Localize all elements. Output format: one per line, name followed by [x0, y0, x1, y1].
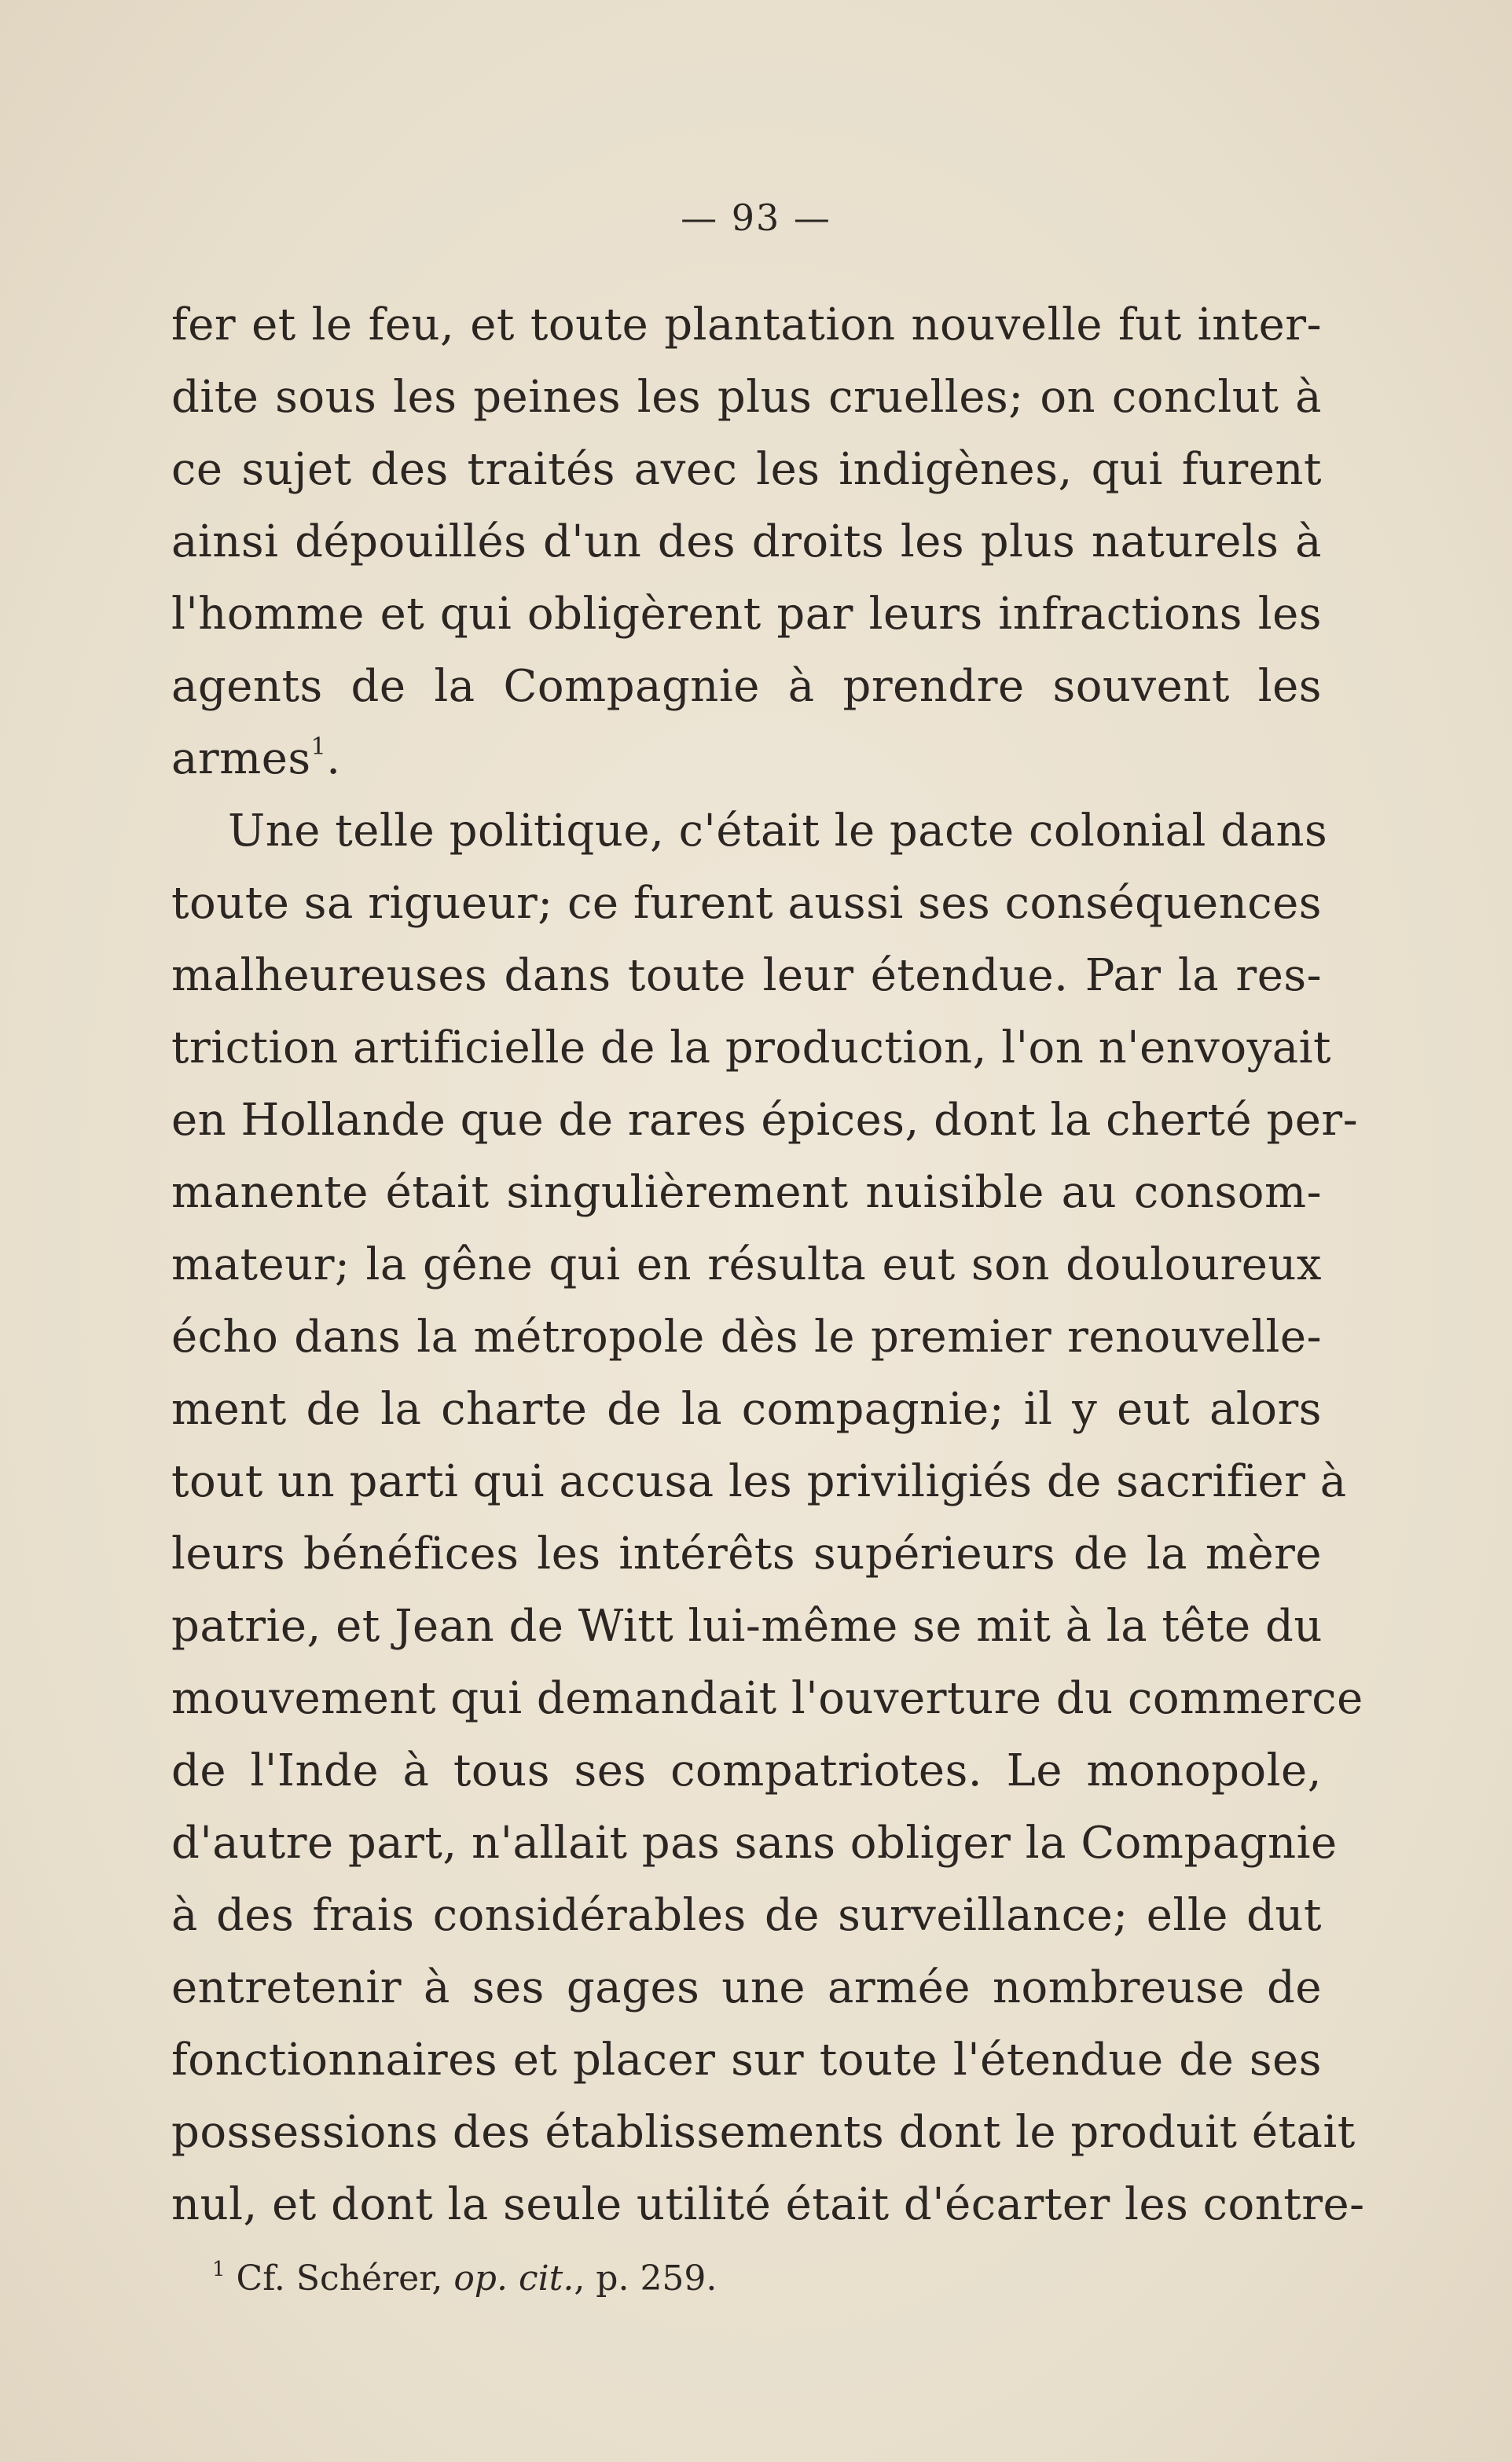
footnote-marker: 1	[212, 2258, 226, 2281]
footnote	[212, 2255, 717, 2302]
text-line: dite sous les peines les plus cruelles; on conclut à	[171, 372, 1322, 423]
text-line: écho dans la métropole dès le premier renouvelle-	[171, 1312, 1322, 1363]
text-line: l'homme et qui obligèrent par leurs infractions les	[171, 589, 1322, 640]
text-line: mateur; la gêne qui en résulta eut son douloureux	[171, 1239, 1322, 1290]
text-line: à des frais considérables de surveillance; elle dut	[171, 1890, 1322, 1941]
text-line: agents de la Compagnie à prendre souvent les	[171, 661, 1322, 712]
text-fragment: armes	[171, 733, 311, 784]
footnote-reference: 1	[310, 733, 327, 761]
text-line: ment de la charte de la compagnie; il y eut alors	[171, 1384, 1322, 1435]
text-line: toute sa rigueur; ce furent aussi ses conséquences	[171, 878, 1322, 929]
text-line: ainsi dépouillés d'un des droits les plus naturels à	[171, 516, 1322, 567]
text-line: en Hollande que de rares épices, dont la cherté per-	[171, 1095, 1359, 1146]
text-line: mouvement qui demandait l'ouverture du commerce	[171, 1673, 1363, 1724]
text-line: tout un parti qui accusa les priviligiés de sacrifier à	[171, 1456, 1347, 1507]
text-line: malheureuses dans toute leur étendue. Par la res-	[171, 950, 1322, 1001]
text-line: ce sujet des traités avec les indigènes, qui furent	[171, 444, 1322, 495]
text-line: nul, et dont la seule utilité était d'écarter les contre-	[171, 2179, 1365, 2230]
text-line: patrie, et Jean de Witt lui-même se mit à la tête du	[171, 1601, 1323, 1652]
text-line: de l'Inde à tous ses compatriotes. Le monopole,	[171, 1745, 1322, 1796]
footnote-text: Cf. Schérer,	[236, 2258, 454, 2299]
footnote-citation: op. cit.	[453, 2258, 574, 2299]
text-fragment: .	[326, 733, 341, 784]
text-line: triction artificielle de la production, l'on n'envoyait	[171, 1022, 1332, 1073]
paragraph-first-line: Une telle politique, c'était le pacte colonial dans	[228, 805, 1328, 857]
page-number: — 93 —	[681, 196, 831, 239]
text-line: entretenir à ses gages une armée nombreuse de	[171, 1962, 1322, 2013]
text-line: d'autre part, n'allait pas sans obliger la Compagnie	[171, 1818, 1338, 1869]
text-line: manente était singulièrement nuisible au consom-	[171, 1167, 1322, 1218]
footnote-text: , p. 259.	[574, 2258, 717, 2299]
text-line: leurs bénéfices les intérêts supérieurs de la mère	[171, 1528, 1322, 1580]
text-line: fer et le feu, et toute plantation nouvelle fut inter-	[171, 299, 1322, 350]
text-line: possessions des établissements dont le produit était	[171, 2107, 1356, 2158]
paragraph-last-line	[171, 723, 1322, 795]
body-text	[171, 289, 1365, 2241]
text-line: fonctionnaires et placer sur toute l'étendue de ses	[171, 2035, 1322, 2086]
